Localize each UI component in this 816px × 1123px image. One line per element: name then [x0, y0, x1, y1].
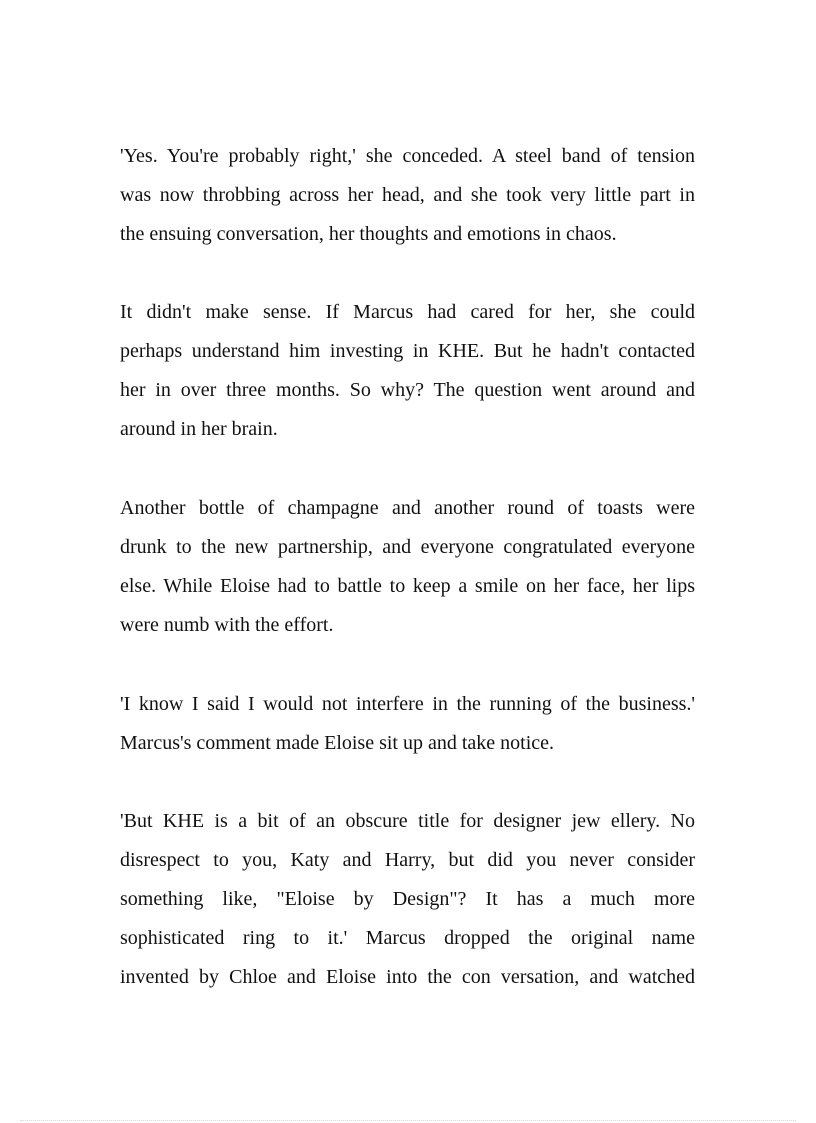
text-line: sophisticated ring to it.' Marcus dropped the original name — [120, 927, 695, 949]
text-line: something like, "Eloise by Design"? It has a much more — [120, 888, 695, 910]
text-line: invented by Chloe and Eloise into the con versation, and watched — [120, 966, 695, 988]
text-line: drunk to the new partnership, and everyone congratulated everyone — [120, 536, 695, 558]
text-line: 'Yes. You're probably right,' she conceded. A steel band of tension — [120, 145, 695, 167]
text-line: 'I know I said I would not interfere in the running of the business.' — [120, 693, 695, 715]
text-line: around in her brain. — [120, 418, 278, 440]
text-line: her in over three months. So why? The question went around and — [120, 379, 695, 401]
paragraph-2 — [120, 300, 695, 456]
paragraph-1 — [120, 144, 695, 261]
text-line: perhaps understand him investing in KHE. But he hadn't contacted — [120, 340, 695, 362]
paragraph-3 — [120, 496, 695, 652]
page-bottom-divider — [20, 1120, 796, 1121]
paragraph-5 — [120, 809, 695, 1004]
text-line: It didn't make sense. If Marcus had cared for her, she could — [120, 301, 695, 323]
text-line: else. While Eloise had to battle to keep a smile on her face, her lips — [120, 575, 695, 597]
text-line: Another bottle of champagne and another round of toasts were — [120, 497, 695, 519]
text-line: Marcus's comment made Eloise sit up and take notice. — [120, 732, 555, 754]
text-line: were numb with the effort. — [120, 614, 334, 636]
text-line: the ensuing conversation, her thoughts and emotions in chaos. — [120, 223, 617, 245]
paragraph-4 — [120, 692, 695, 770]
text-line: was now throbbing across her head, and she took very little part in — [120, 184, 695, 206]
text-line: disrespect to you, Katy and Harry, but did you never consider — [120, 849, 695, 871]
text-line: 'But KHE is a bit of an obscure title for designer jew ellery. No — [120, 810, 695, 832]
